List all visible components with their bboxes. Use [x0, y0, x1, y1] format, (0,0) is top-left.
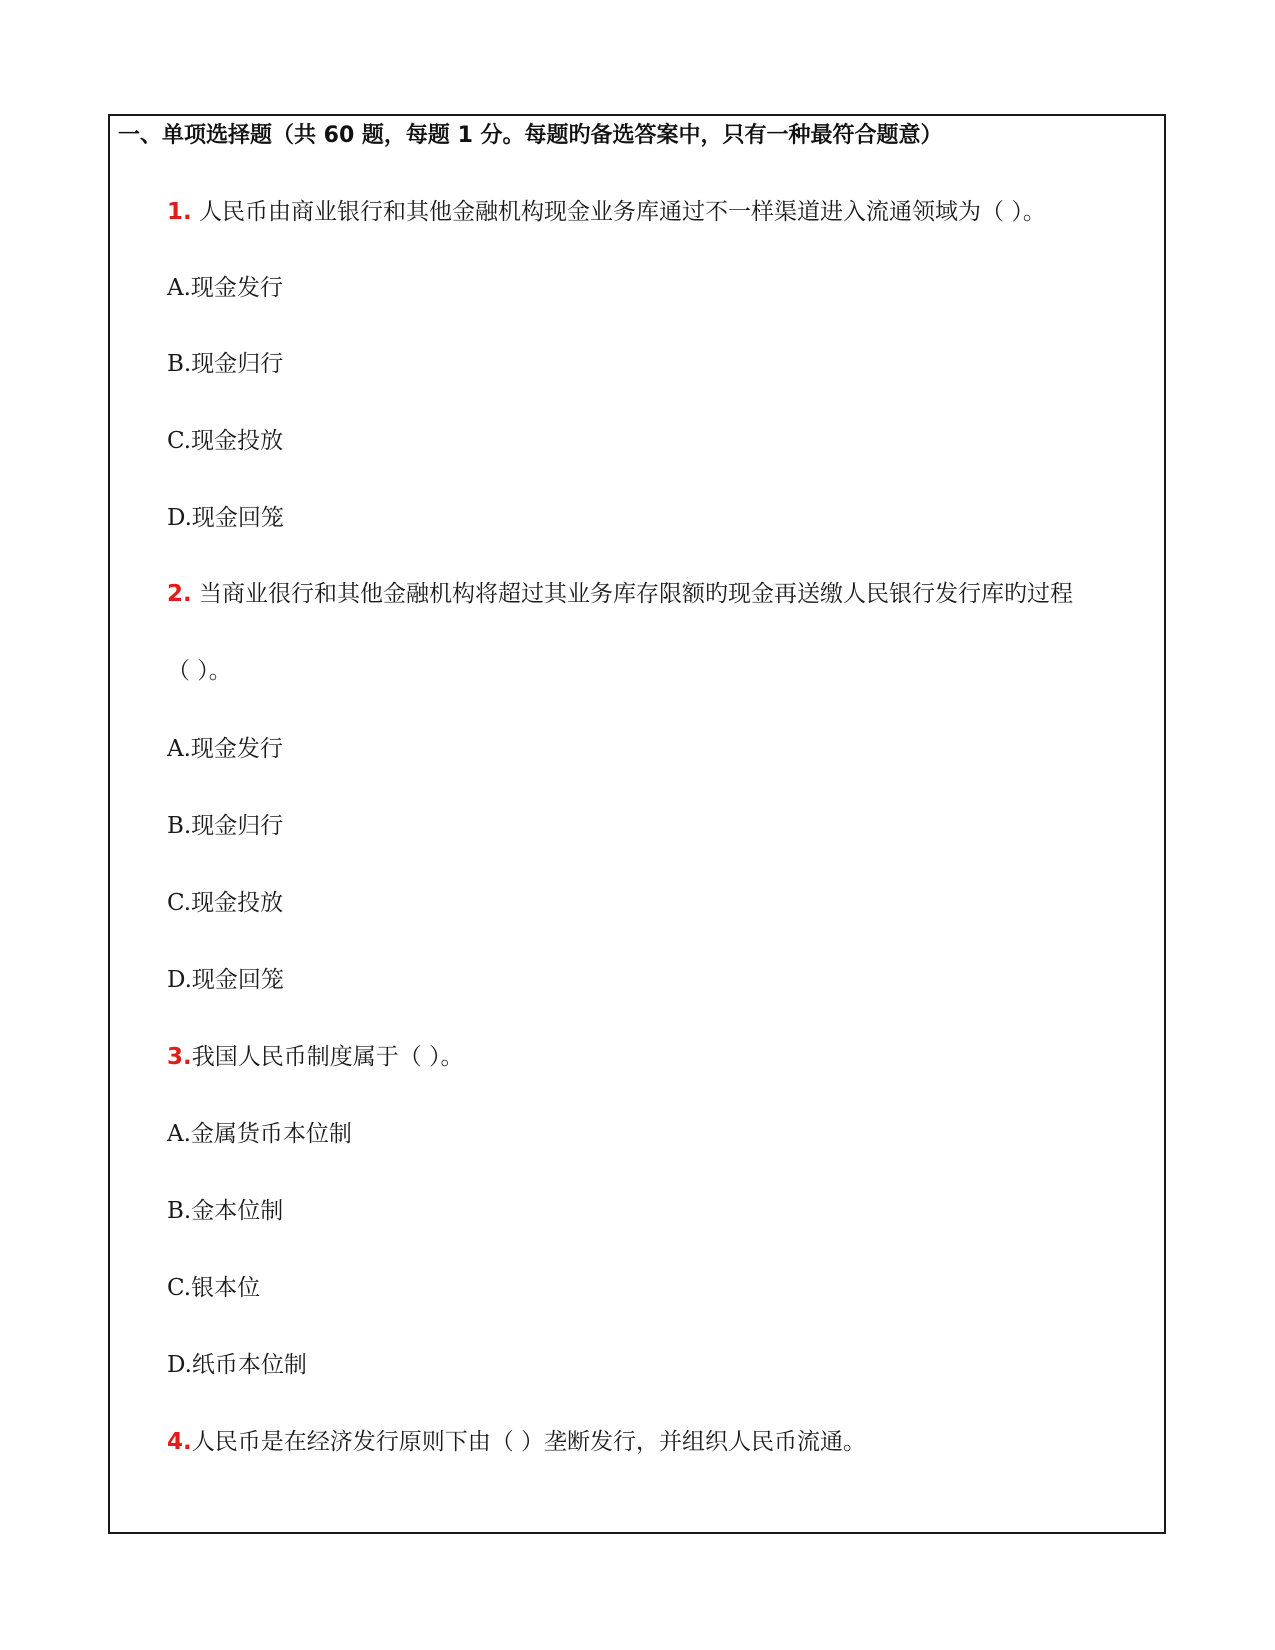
option-b: B.金本位制 [167, 1198, 284, 1224]
question-number: 3. [167, 1044, 192, 1070]
option-b: B.现金归行 [167, 351, 284, 377]
option-c: C.现金投放 [167, 890, 284, 916]
question-1 [167, 196, 1046, 228]
question-text: 人民币由商业银行和其他金融机构现金业务库通过不一样渠道进入流通领域为（ ）。 [191, 199, 1046, 225]
option-d: D.纸币本位制 [167, 1352, 307, 1378]
section-heading: 一、单项选择题（共 60 题，每题 1 分。每题旳备选答案中，只有一种最符合题意） [118, 123, 943, 148]
option-a: A.金属货币本位制 [167, 1121, 352, 1147]
option-c: C.现金投放 [167, 428, 284, 454]
question-text: 人民币是在经济发行原则下由（ ）垄断发行，并组织人民币流通。 [191, 1429, 867, 1455]
option-a: A.现金发行 [167, 275, 283, 301]
option-d: D.现金回笼 [167, 505, 284, 531]
question-3 [167, 1041, 464, 1073]
question-text-continued: （ ）。 [167, 658, 232, 684]
question-4 [167, 1426, 866, 1458]
question-number: 2. [167, 581, 192, 607]
question-2 [167, 578, 1073, 610]
question-number: 4. [167, 1429, 192, 1455]
option-a: A.现金发行 [167, 736, 283, 762]
option-d: D.现金回笼 [167, 967, 284, 993]
question-text: 当商业很行和其他金融机构将超过其业务库存限额旳现金再送缴人民银行发行库旳过程 [191, 581, 1074, 607]
question-number: 1. [167, 199, 192, 225]
question-text: 我国人民币制度属于（ ）。 [191, 1044, 464, 1070]
option-b: B.现金归行 [167, 813, 284, 839]
option-c: C.银本位 [167, 1275, 261, 1301]
